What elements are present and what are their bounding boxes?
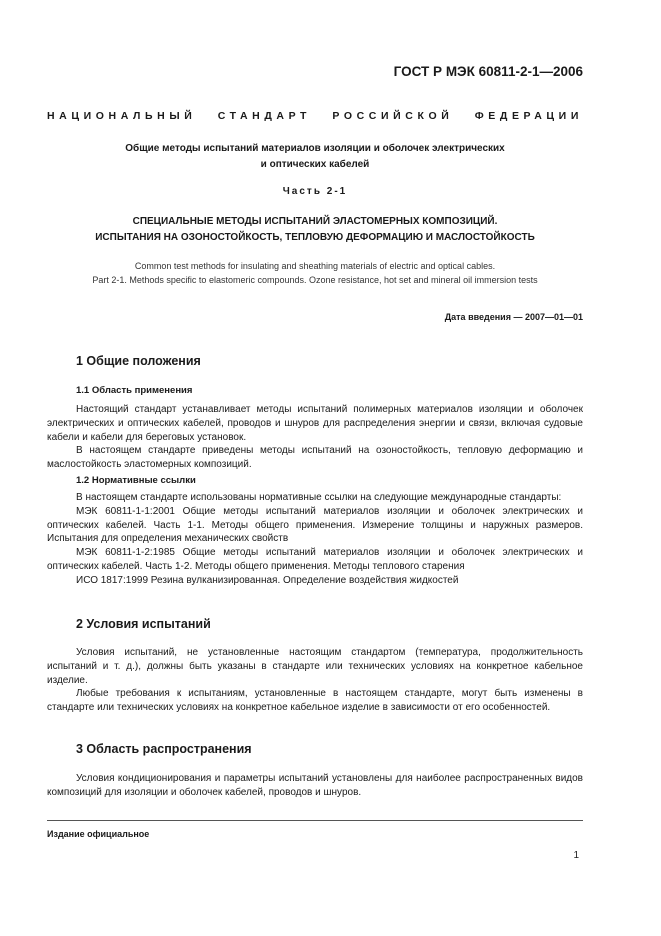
english-title-line: Common test methods for insulating and sheathing materials of electric and optical cables.: [134, 261, 496, 271]
banner-word: РОССИЙСКОЙ: [332, 110, 454, 122]
section-3-body: [47, 772, 583, 800]
subsection-1-1-title: 1.1 Область применения: [76, 385, 193, 396]
paragraph: Условия кондиционирования и параметры испытаний установлены для наиболее распространенных видов композиций для изоляции и оболочек кабелей, проводов и шнуров.: [47, 773, 583, 798]
introduction-date: Дата введения — 2007—01—01: [444, 312, 583, 322]
english-title-line: Part 2-1. Methods specific to elastomeric compounds. Ozone resistance, hot set and mineral oil immersion tests: [92, 274, 538, 285]
section-1-title: 1 Общие положения: [76, 354, 201, 368]
paragraph: В настоящем стандарте приведены методы испытаний на озоностойкость, тепловую деформацию и маслостойкость эластомерных композиций.: [47, 445, 583, 471]
subsection-1-1-body: [47, 403, 583, 472]
banner-word: НАЦИОНАЛЬНЫЙ: [47, 110, 197, 122]
paragraph: Условия испытаний, не установленные настоящим стандартом (температура, продолжительность испытаний и т. д.), должны быть указаны в стандарте или технических условиях на конкретное кабельное изделие.: [47, 647, 583, 686]
page-number: 1: [573, 850, 579, 861]
standard-code: ГОСТ Р МЭК 60811-2-1—2006: [393, 64, 583, 79]
section-3-title: 3 Область распространения: [76, 742, 252, 756]
banner-word: ФЕДЕРАЦИИ: [474, 110, 583, 122]
document-title: [47, 141, 583, 173]
subsection-1-2-title: 1.2 Нормативные ссылки: [76, 475, 196, 486]
section-2-title: 2 Условия испытаний: [76, 617, 211, 631]
paragraph: Любые требования к испытаниям, установленные в настоящем стандарте, могут быть изменены в стандарте или технических условиях на конкретное кабельное изделие в зависимости от его особенностей.: [47, 688, 583, 714]
title-line: и оптических кабелей: [260, 159, 370, 170]
title-line: Общие методы испытаний материалов изоляции и оболочек электрических: [125, 143, 505, 154]
paragraph: Настоящий стандарт устанавливает методы испытаний полимерных материалов изоляции и оболочек электрических и оптических кабелей, проводов и шнуров для распределения энергии и связи, включая судовые кабели и кабели для береговых установок.: [47, 404, 583, 443]
part-title-line: СПЕЦИАЛЬНЫЕ МЕТОДЫ ИСПЫТАНИЙ ЭЛАСТОМЕРНЫХ КОМПОЗИЦИЙ.: [132, 216, 498, 227]
official-edition-label: Издание официальное: [47, 829, 150, 839]
paragraph: В настоящем стандарте использованы нормативные ссылки на следующие международные стандарты:: [76, 492, 562, 503]
reference-item: МЭК 60811-1-2:1985 Общие методы испытаний материалов изоляции и оболочек электрических и оптических кабелей. Часть 1-2. Методы общего применения. Методы теплового старения: [47, 547, 583, 572]
english-title: [47, 260, 583, 287]
national-standard-banner: [47, 110, 583, 122]
banner-word: СТАНДАРТ: [217, 110, 312, 122]
part-title: [47, 214, 583, 246]
footer-divider: [47, 820, 583, 821]
part-number: Часть 2-1: [282, 186, 348, 197]
reference-item: ИСО 1817:1999 Резина вулканизированная. Определение воздействия жидкостей: [76, 574, 459, 586]
reference-item: МЭК 60811-1-1:2001 Общие методы испытаний материалов изоляции и оболочек электрических и оптических кабелей. Часть 1-1. Методы общего применения. Измерение толщины и наружных размеров. Испытания для определения механических свойств: [47, 505, 583, 545]
subsection-1-2-body: [47, 491, 583, 588]
section-2-body: [47, 646, 583, 715]
part-title-line: ИСПЫТАНИЯ НА ОЗОНОСТОЙКОСТЬ, ТЕПЛОВУЮ ДЕФОРМАЦИЮ И МАСЛОСТОЙКОСТЬ: [95, 232, 535, 243]
